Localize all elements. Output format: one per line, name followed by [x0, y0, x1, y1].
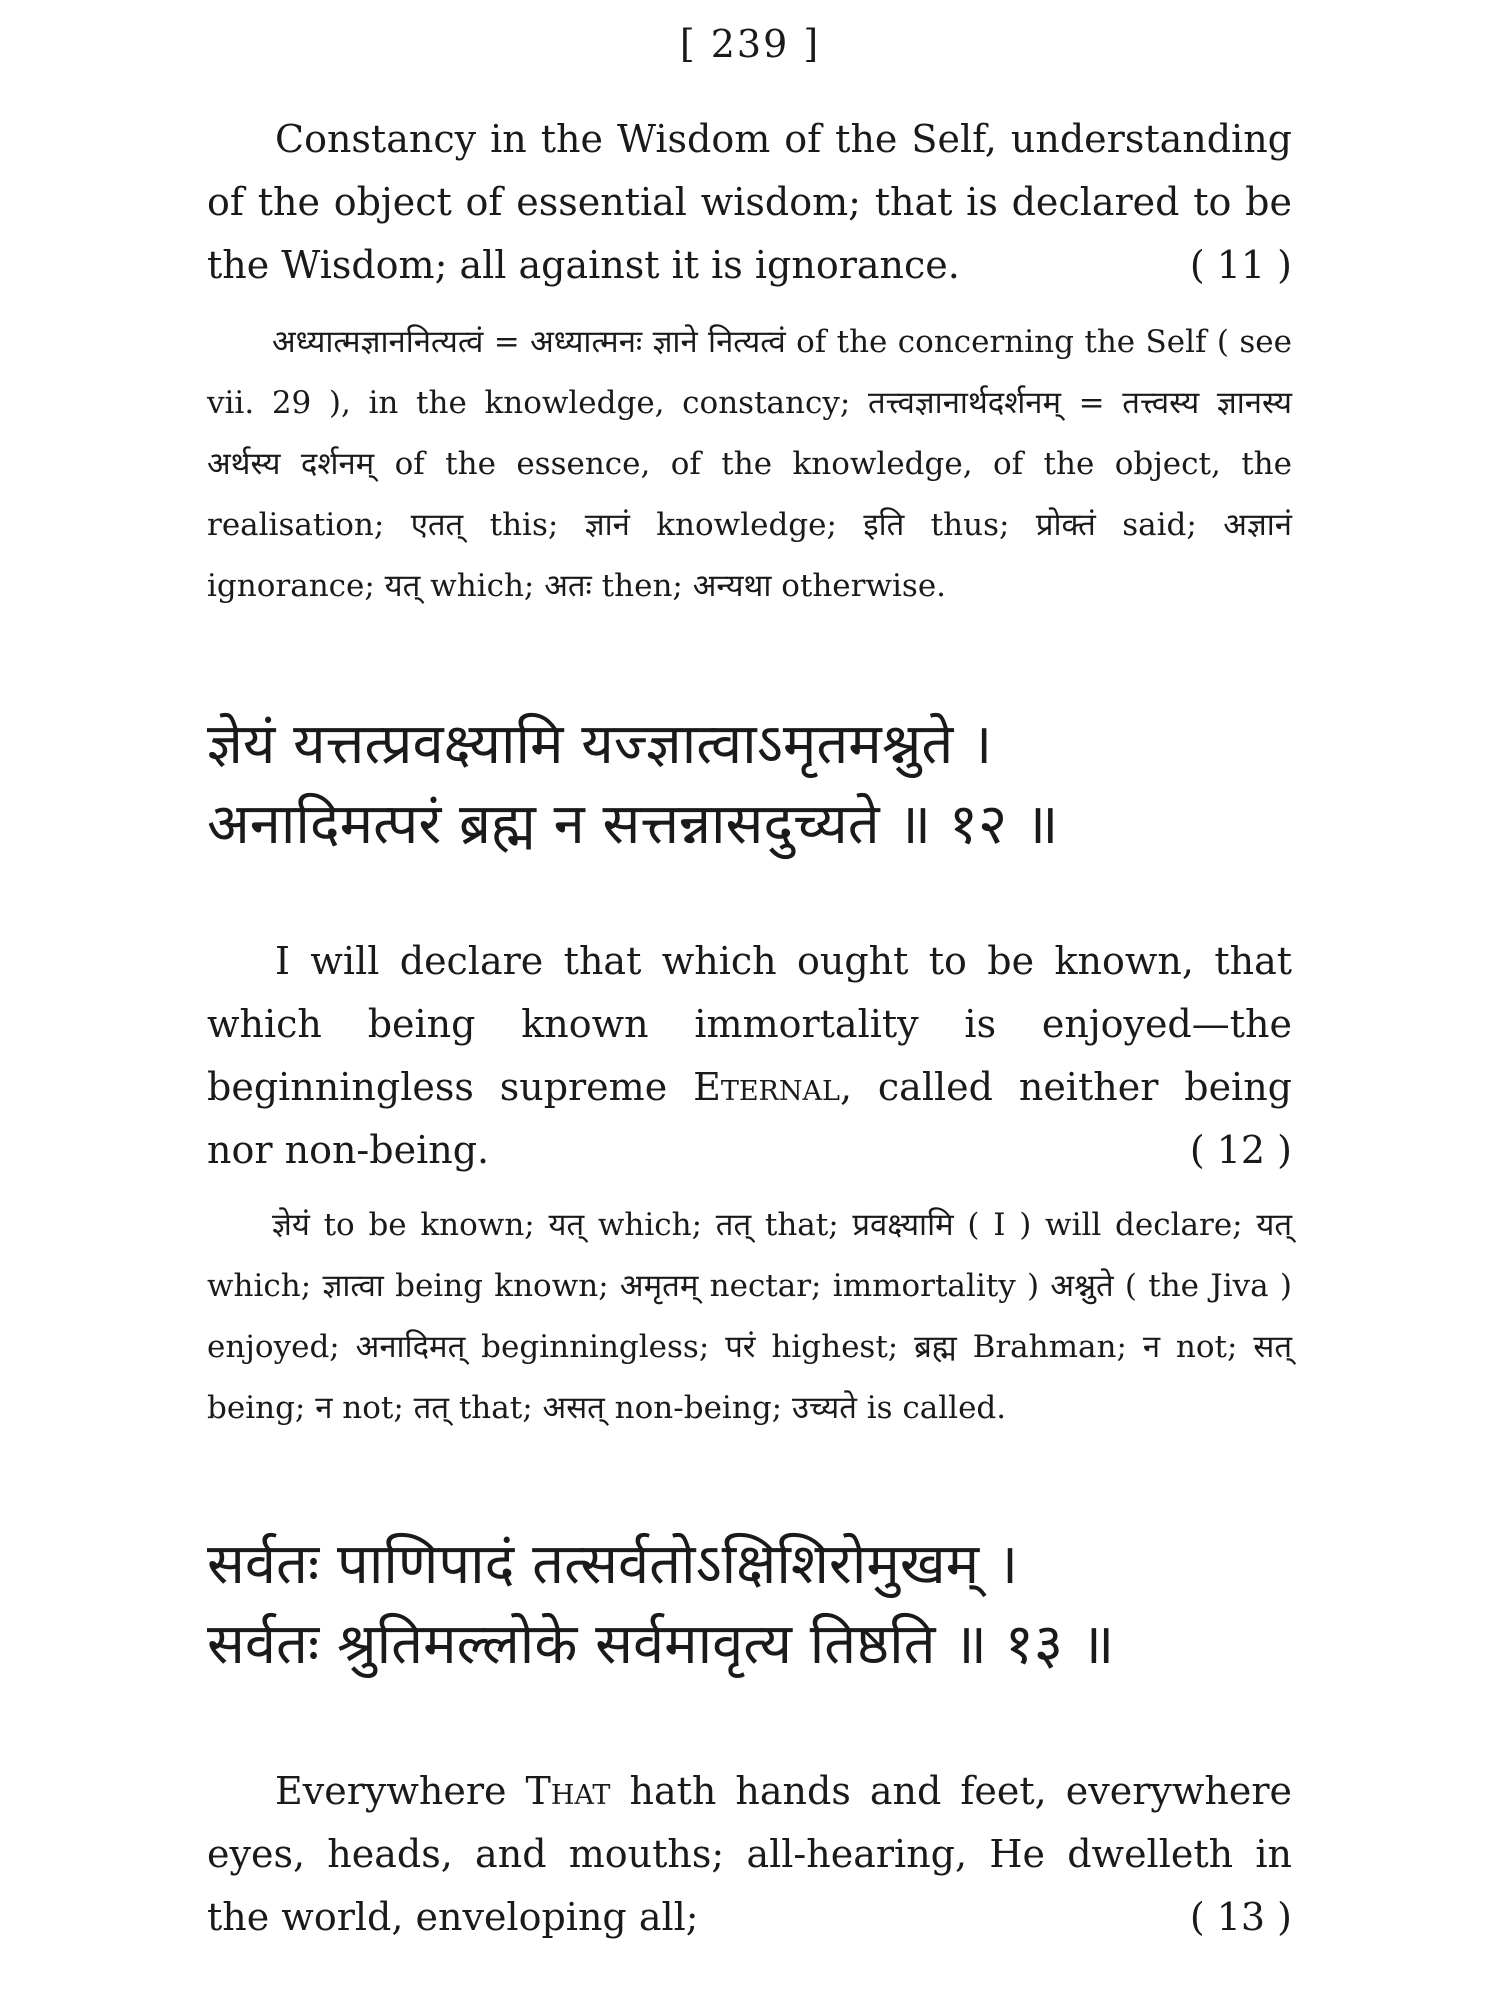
verse-13-translation-part-1: Everywhere: [275, 1769, 526, 1813]
verse-11-translation-block: [207, 108, 1292, 297]
verse-13-sanskrit-line-1: सर्वतः पाणिपादं तत्सर्वतोऽक्षिशिरोमुखम् ।: [207, 1532, 1019, 1597]
verse-12-gloss: ज्ञेयं to be known; यत् which; तत् that; प्रवक्ष्यामि ( I ) will declare; यत् which; ज्ञात्वा being known; अमृतम् nectar; immortality ) अश्नुते ( the Jiva ) enjoyed; अनादिमत् beginningless; परं highest; ब्रह्म Brahman; न not; सत् being; न not; तत् that; असत् non-being; उच्यते is called.: [207, 1207, 1292, 1426]
verse-11-gloss: अध्यात्मज्ञाननित्यत्वं = अध्यात्मनः ज्ञाने नित्यत्वं of the concerning the Self ( see vii. 29 ), in the knowledge, constancy; तत्त्वज्ञानार्थदर्शनम् = तत्त्वस्य ज्ञानस्य अर्थस्य दर्शनम् of the essence, of the knowledge, of the object, the realisation; एतत् this; ज्ञानं knowledge; इति thus; प्रोक्तं said; अज्ञानं ignorance; यत् which; अतः then; अन्यथा otherwise.: [207, 324, 1292, 604]
verse-11-translation: [207, 108, 1292, 297]
verse-13-translation-part-2: hath hands and feet, everywhere eyes, heads, and mouths; all-hearing, He dwelleth in the world, enveloping all;: [207, 1769, 1292, 1939]
verse-11-number: ( 11 ): [1189, 243, 1292, 287]
verse-12-translation-block: [207, 930, 1292, 1182]
verse-12-translation-eternal: Eternal: [693, 1065, 840, 1109]
verse-13-translation-that: That: [525, 1769, 611, 1813]
verse-13-translation: [207, 1760, 1292, 1949]
verse-12-sanskrit-line-2: अनादिमत्परं ब्रह्म न सत्तन्नासदुच्यते ॥ १२ ॥: [207, 792, 1059, 857]
verse-11-gloss-block: [207, 312, 1292, 617]
verse-12-translation-part-1: I will declare that which ought to be known, that which being known immortality is enjoyed—the beginningless supreme: [207, 939, 1292, 1109]
verse-13-number: ( 13 ): [1189, 1895, 1292, 1939]
verse-12-sanskrit: [207, 710, 1292, 860]
page-number: [ 239 ]: [679, 22, 821, 66]
verse-12-translation-part-2: , called neither being nor non-being.: [207, 1065, 1293, 1172]
verse-11-translation-text: Constancy in the Wisdom of the Self, understanding of the object of essential wisdom; that is declared to be the Wisdom; all against it is ignorance.: [207, 117, 1292, 287]
verse-12-translation: [207, 930, 1292, 1182]
verse-13-sanskrit: [207, 1530, 1292, 1680]
verse-13-sanskrit-line-2: सर्वतः श्रुतिमल्लोके सर्वमावृत्य तिष्ठति ॥ १३ ॥: [207, 1612, 1115, 1677]
verse-12-sanskrit-line-1: ज्ञेयं यत्तत्प्रवक्ष्यामि यज्ज्ञात्वाऽमृतमश्नुते ।: [207, 712, 993, 777]
verse-12-gloss-block: [207, 1195, 1292, 1439]
verse-13-translation-block: [207, 1760, 1292, 1949]
verse-12-number: ( 12 ): [1189, 1128, 1292, 1172]
